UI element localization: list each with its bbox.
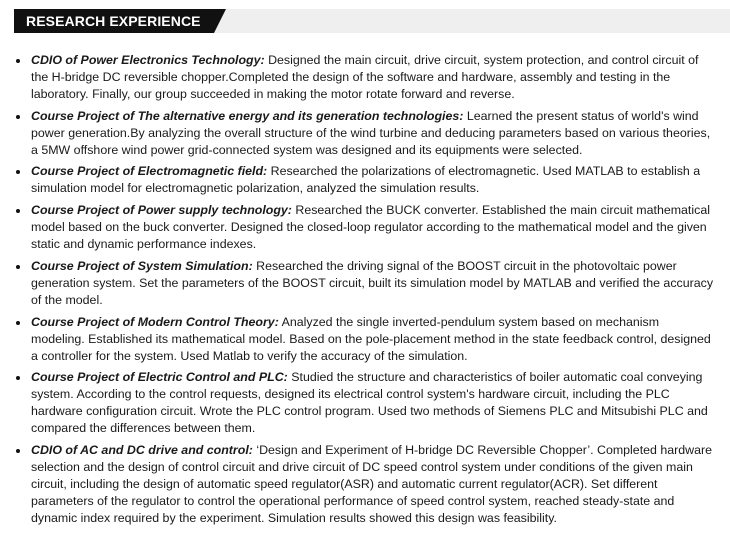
bullet-icon	[16, 265, 20, 269]
list-item	[14, 258, 714, 309]
bullet-icon	[16, 376, 20, 380]
list-item	[14, 369, 714, 437]
list-item	[14, 163, 714, 197]
item-title: CDIO of AC and DC drive and control:	[31, 443, 253, 458]
list-item	[14, 108, 714, 159]
item-description: Researched the driving signal of the BOOST circuit in the photovoltaic power generation system. Set the parameters of the BOOST circuit, built its simulation model by MATLAB and verified the accuracy of the model.	[31, 258, 714, 307]
item-title: Course Project of Electromagnetic field:	[31, 164, 268, 179]
bullet-icon	[16, 449, 20, 453]
item-title: Course Project of Electric Control and PLC:	[31, 370, 288, 385]
item-description: Analyzed the single inverted-pendulum system based on mechanism modeling. Established its mathematical model. Based on the pole-placement method in the state feedback control, designed a controller for the system. Used Matlab to verify the accuracy of the simulation.	[31, 314, 711, 363]
bullet-icon	[16, 170, 20, 174]
item-title: Course Project of The alternative energy and its generation technologies:	[31, 108, 464, 123]
bullet-icon	[16, 59, 20, 63]
section-title: RESEARCH EXPERIENCE	[14, 9, 214, 33]
item-description: Researched the polarizations of electromagnetic. Used MATLAB to establish a simulation model for electromagnetic polarization, analyzed the simulation results.	[31, 164, 701, 196]
item-title: CDIO of Power Electronics Technology:	[31, 53, 265, 67]
list-item	[14, 202, 714, 253]
item-description: Learned the present status of world's wind power generation.By analyzing the overall structure of the wind turbine and deducing parameters based on various theories, a 5MW offshore wind power grid-connected system was designed and its equipments were selected.	[31, 108, 711, 157]
list-item	[14, 442, 714, 527]
research-experience-list	[14, 52, 714, 532]
item-title: Course Project of System Simulation:	[31, 258, 253, 273]
item-title: Course Project of Power supply technology:	[31, 203, 292, 218]
item-description: Designed the main circuit, drive circuit, system protection, and control circuit of the H-bridge DC reversible chopper.Completed the design of the software and hardware, assembly and testing in the laboratory. Finally, our group succeeded in making the motor rotate forward and reverse.	[31, 53, 699, 101]
bullet-icon	[16, 115, 20, 119]
list-item	[14, 314, 714, 365]
item-description: ‘Design and Experiment of H-bridge DC Reversible Chopper’. Completed hardware selection and the design of control circuit and drive circuit of DC speed control system under conditions of the given main circuit, including the design of automatic speed regulator(ASR) and automatic current regulator(ACR). Set different parameters of the regulator to control the operational performance of speed control system, reached steady-state and dynamic index required by the experiment. Simulation results showed this design was feasibility.	[31, 443, 713, 525]
bullet-icon	[16, 321, 20, 325]
item-description: Researched the BUCK converter. Established the main circuit mathematical model based on the buck converter. Designed the closed-loop regulator according to the mathematical model and the given static and dynamic performance indexes.	[31, 203, 710, 252]
list-item	[14, 52, 714, 103]
item-title: Course Project of Modern Control Theory:	[31, 314, 279, 329]
item-description: Studied the structure and characteristics of boiler automatic coal conveying system. According to the control requests, designed its electrical control system's hardware circuit, including the PLC hardware configuration circuit. Wrote the PLC control program. Used two methods of Siemens PLC and Mitsubishi PLC and compared the differences between them.	[31, 370, 708, 436]
bullet-icon	[16, 209, 20, 213]
